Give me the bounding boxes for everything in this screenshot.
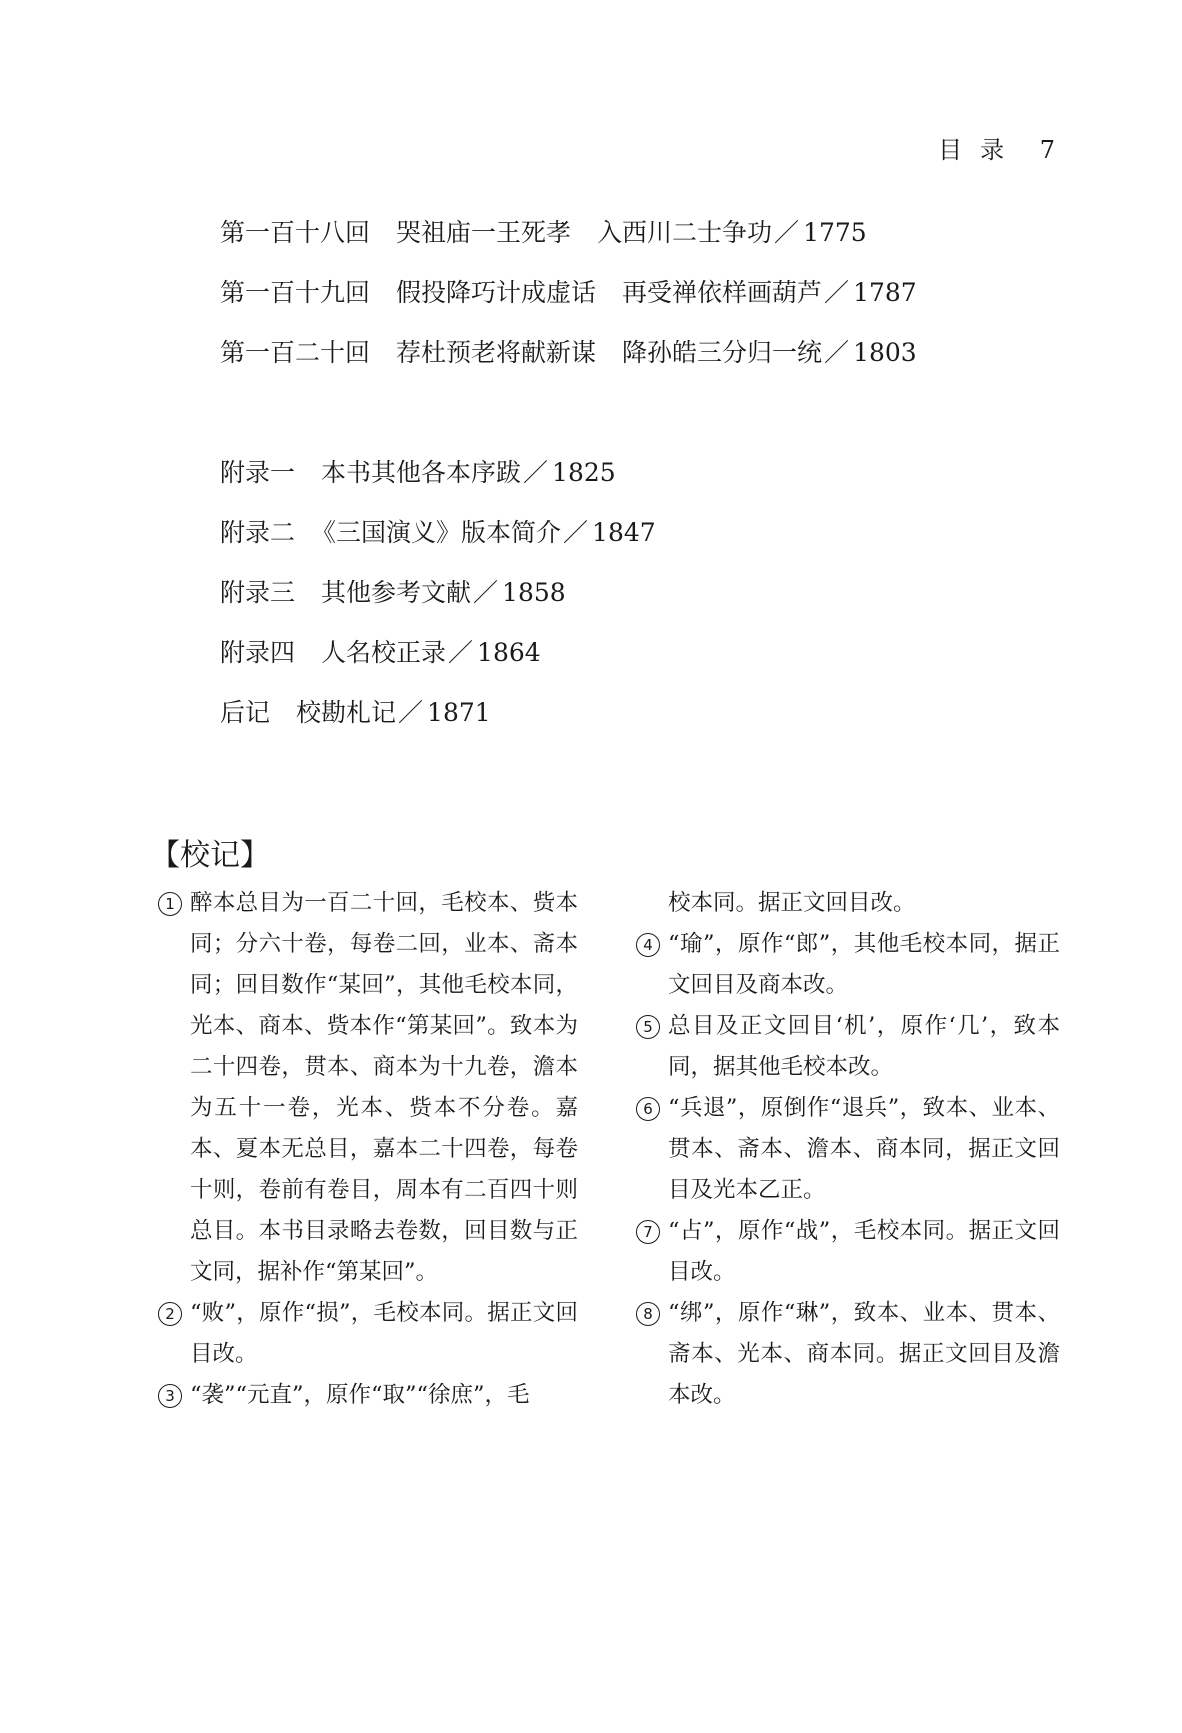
note-text: 醉本总目为一百二十回，毛校本、赀本同；分六十卷，每卷二回，业本、斋本同；回目数作“某回”，其他毛校本同，光本、商本、赀本作“第某回”。致本为二十四卷，贯本、商本为十九卷，澹本为五十一卷，光本、赀本不分卷。嘉本、夏本无总目，嘉本二十四卷，每卷十则，卷前有卷目，周本有二百四十则总目。本书目录略去卷数，回目数与正文同，据补作“第某回”。 bbox=[190, 890, 578, 1285]
appendix-entry[interactable]: 附录四 人名校正录／ 1864 bbox=[220, 638, 541, 667]
note-number: 6 bbox=[636, 1097, 660, 1121]
note-item bbox=[636, 1006, 1060, 1088]
toc-chapter: 第一百二十回 bbox=[220, 338, 371, 367]
appendix-label: 附录一 bbox=[220, 458, 296, 487]
toc-entry[interactable]: 第一百十九回 假投降巧计成虚话 再受禅依样画葫芦／ 1787 bbox=[220, 278, 917, 307]
note-text: “败”，原作“损”，毛校本同。据正文回目改。 bbox=[190, 1300, 578, 1367]
note-number: 7 bbox=[636, 1220, 660, 1244]
toc-title-a: 哭祖庙一王死孝 bbox=[396, 218, 572, 247]
appendix-entry[interactable]: 附录一 本书其他各本序跋／ 1825 bbox=[220, 458, 616, 487]
toc-title-a: 荐杜预老将献新谋 bbox=[396, 338, 597, 367]
appendix-label: 后记 bbox=[220, 698, 271, 727]
appendix-page: 1871 bbox=[427, 698, 491, 727]
appendix-title: 其他参考文献 bbox=[321, 578, 472, 607]
note-number: 2 bbox=[158, 1302, 182, 1326]
toc-title-a: 假投降巧计成虚话 bbox=[396, 278, 597, 307]
running-head-title: 目录 bbox=[938, 136, 1023, 164]
toc-chapter: 第一百十八回 bbox=[220, 218, 371, 247]
note-item bbox=[636, 1088, 1060, 1211]
toc-page: 1775 bbox=[803, 218, 867, 247]
note-item bbox=[158, 1375, 578, 1416]
note-text: “袭”“元直”，原作“取”“徐庶”，毛 bbox=[190, 1382, 530, 1408]
appendix-label: 附录四 bbox=[220, 638, 296, 667]
appendix-title: 校勘札记 bbox=[296, 698, 397, 727]
toc-entry[interactable]: 第一百十八回 哭祖庙一王死孝 入西川二士争功／ 1775 bbox=[220, 218, 867, 247]
notes-column-right bbox=[636, 883, 1060, 1416]
toc-page: 1787 bbox=[853, 278, 917, 307]
note-number: 1 bbox=[158, 892, 182, 916]
note-item bbox=[158, 883, 578, 1293]
note-item-continued bbox=[636, 883, 1060, 924]
appendix-page: 1825 bbox=[552, 458, 616, 487]
running-head bbox=[938, 130, 1055, 165]
note-item bbox=[158, 1293, 578, 1375]
note-number: 8 bbox=[636, 1302, 660, 1326]
appendix-entry[interactable]: 附录三 其他参考文献／ 1858 bbox=[220, 578, 566, 607]
toc-entry[interactable]: 第一百二十回 荐杜预老将献新谋 降孙皓三分归一统／ 1803 bbox=[220, 338, 917, 367]
toc-page: 1803 bbox=[853, 338, 917, 367]
note-item bbox=[636, 924, 1060, 1006]
collation-notes-heading: 【校记】 bbox=[150, 838, 270, 873]
appendix-page: 1864 bbox=[477, 638, 541, 667]
note-text: 总目及正文回目‘机’，原作‘几’，致本同，据其他毛校本改。 bbox=[668, 1013, 1060, 1080]
appendix-title: 《三国演义》版本简介 bbox=[311, 518, 562, 547]
note-text: “占”，原作“战”，毛校本同。据正文回目改。 bbox=[668, 1218, 1060, 1285]
appendix-label: 附录二 bbox=[220, 518, 296, 547]
appendix-label: 附录三 bbox=[220, 578, 296, 607]
toc-title-b: 降孙皓三分归一统 bbox=[622, 338, 823, 367]
note-text: “绑”，原作“琳”，致本、业本、贯本、斋本、光本、商本同。据正文回目及澹本改。 bbox=[668, 1300, 1060, 1408]
appendix-entry[interactable]: 后记 校勘札记／ 1871 bbox=[220, 698, 491, 727]
toc-title-b: 入西川二士争功 bbox=[597, 218, 773, 247]
note-text: 校本同。据正文回目改。 bbox=[668, 890, 916, 916]
page-number: 7 bbox=[1039, 136, 1055, 164]
note-text: “瑜”，原作“郎”，其他毛校本同，据正文回目及商本改。 bbox=[668, 931, 1060, 998]
note-item bbox=[636, 1211, 1060, 1293]
note-number: 5 bbox=[636, 1015, 660, 1039]
toc-chapter: 第一百十九回 bbox=[220, 278, 371, 307]
note-text: “兵退”，原倒作“退兵”，致本、业本、贯本、斋本、澹本、商本同，据正文回目及光本乙正。 bbox=[668, 1095, 1060, 1203]
note-number: 4 bbox=[636, 933, 660, 957]
note-item bbox=[636, 1293, 1060, 1416]
note-number: 3 bbox=[158, 1384, 182, 1408]
appendix-page: 1858 bbox=[502, 578, 566, 607]
appendix-entry[interactable]: 附录二 《三国演义》版本简介／ 1847 bbox=[220, 518, 656, 547]
notes-column-left bbox=[158, 883, 578, 1416]
appendix-title: 本书其他各本序跋 bbox=[321, 458, 522, 487]
toc-title-b: 再受禅依样画葫芦 bbox=[622, 278, 823, 307]
appendix-title: 人名校正录 bbox=[321, 638, 447, 667]
appendix-page: 1847 bbox=[592, 518, 656, 547]
